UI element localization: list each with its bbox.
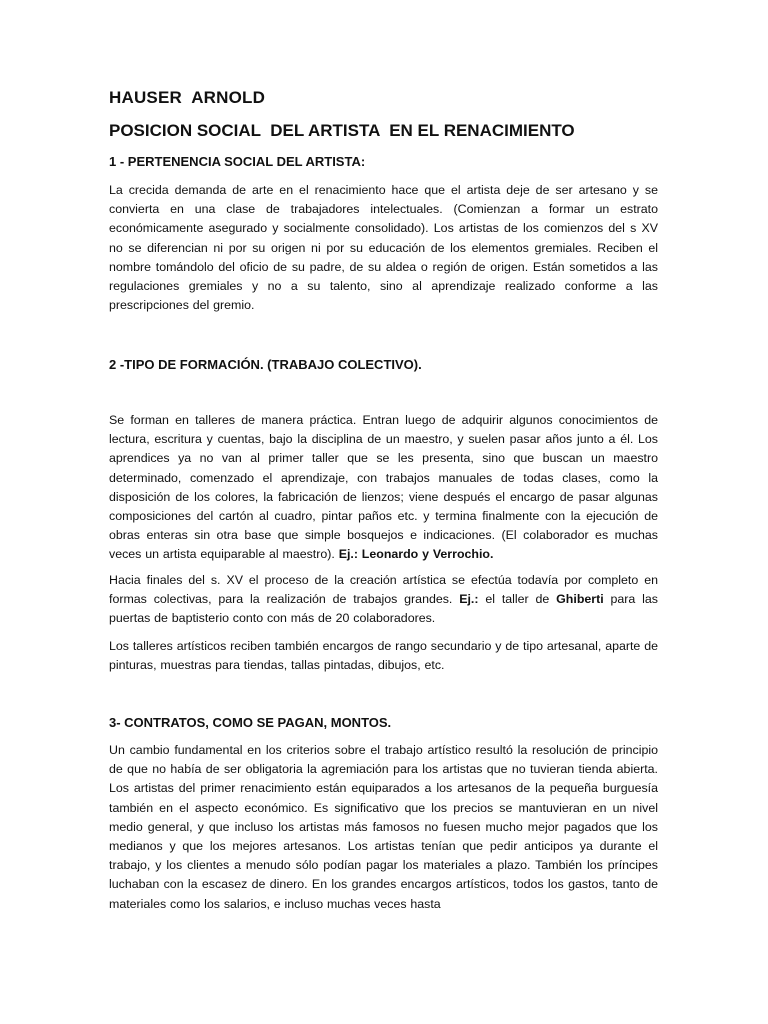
paragraph-text: Se forman en talleres de manera práctica. Entran luego de adquirir algunos conocimientos de lectura, escritura y cuentas, bajo la disciplina de un maestro, y suelen pasar años junto a él. Los aprendices ya no van al primer taller que se les presenta, sino que buscan un maestro determinado, comenzado el aprendizaje, con trabajos manuales de todas clases, como la disposición de los colores, la fabricación de lienzos; viene después el encargo de pasar algunas composiciones del cartón al cuadro, pintar paños etc. y termina finalmente con la ejecución de obras enteras sin otra base que simple bosquejos e indicaciones. (El colaborador es muchas veces un artista equiparable al maestro). (109, 413, 658, 562)
document-title: POSICION SOCIAL DEL ARTISTA EN EL RENACIMIENTO (109, 121, 575, 140)
document-author: HAUSER ARNOLD (109, 88, 266, 107)
paragraph-bold-example-label: Ej.: (459, 592, 479, 607)
section-1-paragraph-1: La crecida demanda de arte en el renacimiento hace que el artista deje de ser artesano y se convierta en una clase de trabajadores intelectuales. (Comienzan a formar un estrato económicamente asegurado y socialmente consolidado). Los artistas de los comienzos del s XV no se diferencian ni por su origen ni por su educación de los elementos gremiales. Reciben el nombre tomándolo del oficio de su padre, de su aldea o región de origen. Están sometidos a las regulaciones gremiales y no a su talento, sino al aprendizaje realizado conforme a las prescripciones del gremio. (109, 183, 658, 313)
paragraph-text: Hacia finales del s. XV el proceso de la creación artística se efectúa todavía por completo en formas colectivas, para la realización de trabajos grandes. (109, 573, 658, 607)
section-3-paragraph-1: Un cambio fundamental en los criterios sobre el trabajo artístico resultó la resolución de principio de que no había de ser obligatoria la agremiación para los artistas que no tuvieran tienda abierta. Los artistas del primer renacimiento están equiparados a los artesanos de la pequeña burguesía también en el aspecto económico. Es significativo que los precios se mantuvieran en un nivel medio general, y que incluso los artistas más famosos no fuesen mucho mejor pagados que los medianos y que los mejores artesanos. Los artistas tenían que pedir anticipos ya durante el trabajo, y los clientes a menudo sólo podían pagar los materiales a plazo. También los príncipes luchaban con la escasez de dinero. En los grandes encargos artísticos, todos los gastos, tanto de materiales como los salarios, e incluso muchas veces hasta (109, 743, 658, 911)
paragraph-text: para las puertas de baptisterio conto con más de 20 colaboradores. (109, 592, 658, 626)
section-heading-3: 3- CONTRATOS, COMO SE PAGAN, MONTOS. (109, 715, 392, 730)
paragraph-text: el taller de (478, 592, 557, 607)
section-2-paragraph-3: Los talleres artísticos reciben también encargos de rango secundario y de tipo artesanal, aparte de pinturas, muestras para tiendas, tallas pintadas, dibujos, etc. (109, 639, 658, 673)
paragraph-bold-name: Ghiberti (556, 592, 604, 607)
section-2-paragraph-1 (109, 411, 658, 565)
section-heading-2: 2 -TIPO DE FORMACIÓN. (TRABAJO COLECTIVO). (109, 357, 422, 372)
section-2-paragraph-2 (109, 571, 658, 629)
paragraph-bold-example: Ej.: Leonardo y Verrochio. (338, 547, 494, 562)
section-heading-1: 1 - PERTENENCIA SOCIAL DEL ARTISTA: (109, 154, 366, 169)
